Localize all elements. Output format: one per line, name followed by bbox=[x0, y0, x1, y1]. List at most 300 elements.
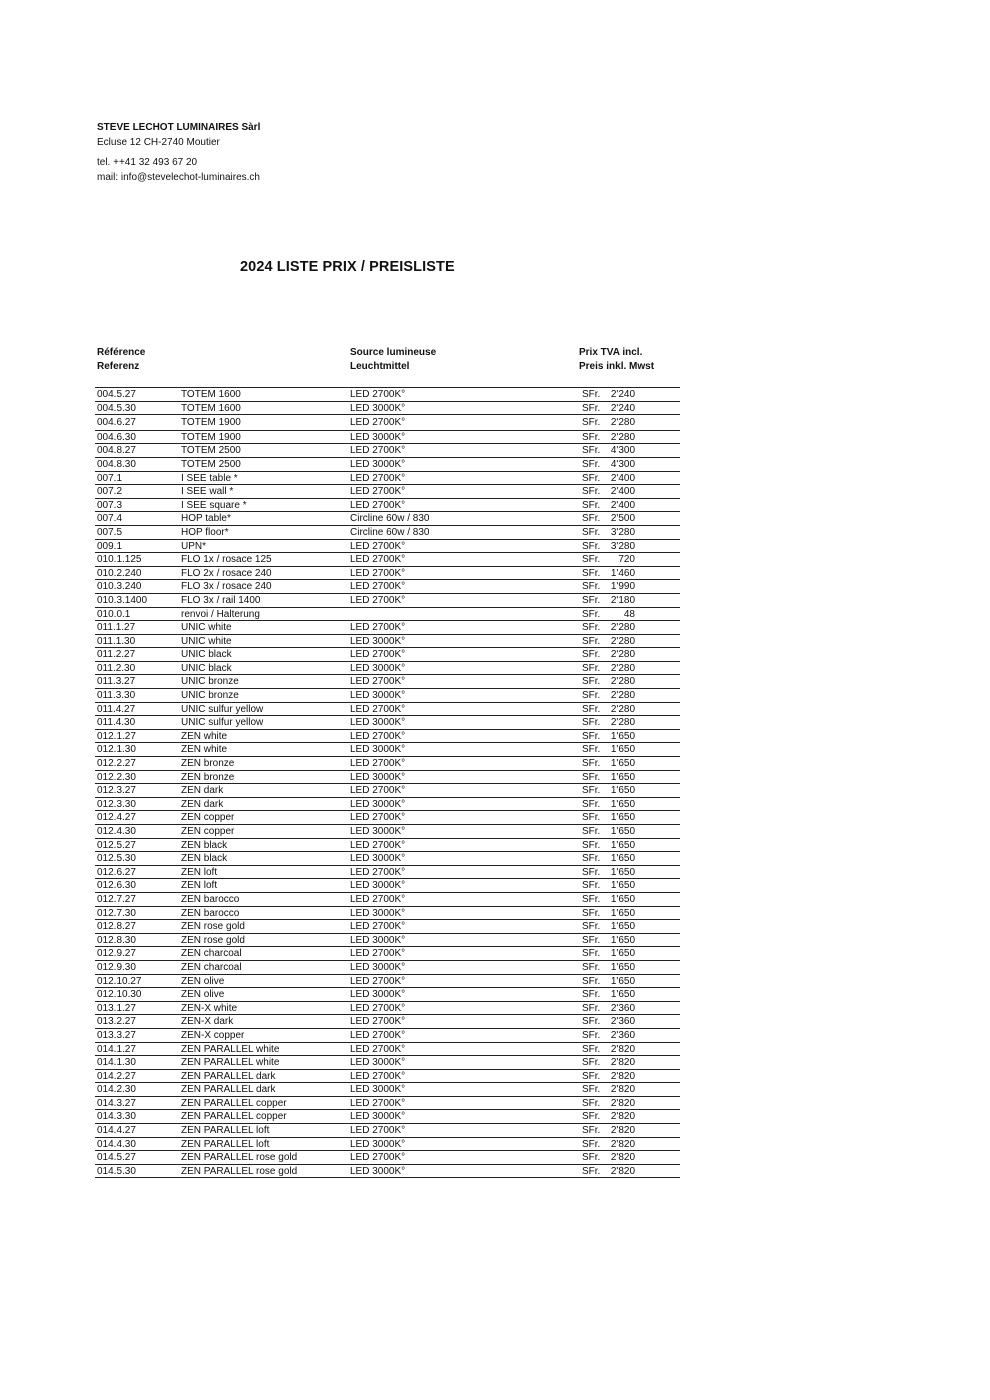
cell-price: 2'820 bbox=[610, 1138, 635, 1150]
cell-price: 2'360 bbox=[610, 1016, 635, 1028]
table-row bbox=[95, 825, 680, 839]
cell-light-source: LED 2700K° bbox=[350, 445, 406, 457]
cell-currency: SFr. bbox=[582, 1165, 601, 1177]
cell-currency: SFr. bbox=[582, 948, 601, 960]
cell-product-name: TOTEM 2500 bbox=[181, 445, 241, 457]
cell-reference: 014.1.27 bbox=[97, 1043, 136, 1055]
header-source bbox=[350, 346, 436, 374]
cell-price: 4'300 bbox=[610, 445, 635, 457]
cell-light-source: LED 3000K° bbox=[350, 1111, 406, 1123]
cell-reference: 012.6.30 bbox=[97, 880, 136, 892]
table-header bbox=[97, 346, 681, 376]
cell-light-source: LED 3000K° bbox=[350, 458, 406, 470]
cell-light-source: LED 3000K° bbox=[350, 989, 406, 1001]
cell-reference: 004.6.27 bbox=[97, 417, 136, 429]
cell-reference: 012.9.27 bbox=[97, 948, 136, 960]
cell-reference: 012.8.27 bbox=[97, 921, 136, 933]
table-row bbox=[95, 635, 680, 649]
cell-currency: SFr. bbox=[582, 989, 601, 1001]
cell-product-name: ZEN bronze bbox=[181, 758, 235, 770]
table-row bbox=[95, 703, 680, 717]
cell-price: 1'650 bbox=[610, 853, 635, 865]
cell-reference: 010.1.125 bbox=[97, 554, 142, 566]
cell-price: 1'650 bbox=[610, 812, 635, 824]
cell-price: 2'360 bbox=[610, 1029, 635, 1041]
cell-reference: 014.1.30 bbox=[97, 1057, 136, 1069]
cell-currency: SFr. bbox=[582, 934, 601, 946]
table-row bbox=[95, 1097, 680, 1111]
cell-currency: SFr. bbox=[582, 1111, 601, 1123]
cell-currency: SFr. bbox=[582, 622, 601, 634]
cell-reference: 012.3.27 bbox=[97, 785, 136, 797]
cell-light-source: LED 3000K° bbox=[350, 690, 406, 702]
cell-price: 2'280 bbox=[610, 417, 635, 429]
cell-currency: SFr. bbox=[582, 826, 601, 837]
header-reference bbox=[97, 346, 145, 374]
cell-price: 2'500 bbox=[610, 513, 635, 525]
cell-currency: SFr. bbox=[582, 513, 601, 525]
cell-light-source: LED 3000K° bbox=[350, 907, 406, 919]
cell-price: 1'650 bbox=[610, 948, 635, 960]
cell-product-name: UNIC sulfur yellow bbox=[181, 703, 264, 715]
cell-light-source: LED 2700K° bbox=[350, 866, 406, 878]
cell-product-name: ZEN rose gold bbox=[181, 921, 245, 933]
cell-currency: SFr. bbox=[582, 771, 601, 783]
cell-product-name: ZEN charcoal bbox=[181, 961, 242, 973]
table-row bbox=[95, 1151, 680, 1165]
cell-reference: 011.3.27 bbox=[97, 676, 136, 688]
cell-product-name: ZEN loft bbox=[181, 880, 218, 892]
cell-light-source: LED 2700K° bbox=[350, 1029, 406, 1041]
cell-currency: SFr. bbox=[582, 1002, 601, 1014]
cell-price: 2'280 bbox=[610, 662, 635, 674]
cell-product-name: ZEN olive bbox=[181, 989, 225, 1001]
cell-price: 2'280 bbox=[610, 635, 635, 647]
cell-currency: SFr. bbox=[582, 853, 601, 865]
cell-price: 2'820 bbox=[610, 1084, 635, 1096]
table-row bbox=[95, 594, 680, 608]
cell-currency: SFr. bbox=[582, 1029, 601, 1041]
table-row bbox=[95, 580, 680, 594]
cell-currency: SFr. bbox=[582, 458, 601, 470]
header-price bbox=[579, 346, 654, 374]
cell-currency: SFr. bbox=[582, 1016, 601, 1028]
cell-reference: 011.2.27 bbox=[97, 649, 136, 661]
cell-price: 2'400 bbox=[610, 499, 635, 511]
table-row bbox=[95, 540, 680, 554]
cell-price: 2'820 bbox=[610, 1152, 635, 1164]
cell-reference: 004.8.27 bbox=[97, 445, 136, 457]
cell-light-source: LED 2700K° bbox=[350, 554, 406, 566]
table-row bbox=[95, 961, 680, 975]
cell-light-source: LED 2700K° bbox=[350, 812, 406, 824]
cell-price: 1'650 bbox=[610, 758, 635, 770]
table-row bbox=[95, 1029, 680, 1043]
cell-price: 2'280 bbox=[610, 690, 635, 702]
cell-light-source: LED 3000K° bbox=[350, 826, 406, 837]
table-row bbox=[95, 472, 680, 486]
page-title: 2024 LISTE PRIX / PREISLISTE bbox=[240, 259, 455, 275]
cell-light-source: LED 2700K° bbox=[350, 948, 406, 960]
table-row bbox=[95, 1015, 680, 1029]
cell-price: 720 bbox=[618, 554, 635, 566]
cell-light-source: LED 3000K° bbox=[350, 635, 406, 647]
cell-product-name: ZEN charcoal bbox=[181, 948, 242, 960]
cell-currency: SFr. bbox=[582, 703, 601, 715]
cell-currency: SFr. bbox=[582, 417, 601, 429]
cell-currency: SFr. bbox=[582, 880, 601, 892]
cell-light-source: LED 3000K° bbox=[350, 961, 406, 973]
cell-light-source: LED 2700K° bbox=[350, 649, 406, 661]
table-row bbox=[95, 1002, 680, 1016]
cell-product-name: ZEN PARALLEL dark bbox=[181, 1084, 276, 1096]
cell-currency: SFr. bbox=[582, 758, 601, 770]
cell-price: 1'990 bbox=[610, 581, 635, 593]
cell-price: 2'280 bbox=[610, 622, 635, 634]
cell-reference: 012.8.30 bbox=[97, 934, 136, 946]
cell-product-name: ZEN black bbox=[181, 853, 228, 865]
cell-light-source: LED 2700K° bbox=[350, 703, 406, 715]
cell-light-source: LED 2700K° bbox=[350, 1152, 406, 1164]
header-source-de: Leuchtmittel bbox=[350, 361, 410, 372]
table-row bbox=[95, 675, 680, 689]
cell-price: 1'650 bbox=[610, 880, 635, 892]
cell-product-name: I SEE square * bbox=[181, 499, 247, 511]
cell-product-name: FLO 3x / rail 1400 bbox=[181, 594, 261, 606]
cell-light-source: LED 2700K° bbox=[350, 594, 406, 606]
cell-currency: SFr. bbox=[582, 1125, 601, 1137]
cell-light-source: LED 2700K° bbox=[350, 758, 406, 770]
cell-price: 2'820 bbox=[610, 1165, 635, 1177]
cell-currency: SFr. bbox=[582, 431, 601, 443]
cell-reference: 011.1.27 bbox=[97, 622, 136, 634]
cell-reference: 012.3.30 bbox=[97, 798, 136, 810]
cell-product-name: ZEN-X copper bbox=[181, 1029, 245, 1041]
cell-reference: 011.2.30 bbox=[97, 662, 136, 674]
cell-light-source: LED 3000K° bbox=[350, 717, 406, 729]
cell-price: 2'280 bbox=[610, 717, 635, 729]
table-row bbox=[95, 893, 680, 907]
cell-currency: SFr. bbox=[582, 1084, 601, 1096]
cell-product-name: ZEN bronze bbox=[181, 771, 235, 783]
table-row bbox=[95, 608, 680, 622]
cell-light-source: LED 2700K° bbox=[350, 1097, 406, 1109]
cell-price: 2'240 bbox=[610, 389, 635, 400]
cell-reference: 013.3.27 bbox=[97, 1029, 136, 1041]
company-name: STEVE LECHOT LUMINAIRES Sàrl bbox=[97, 122, 261, 133]
cell-currency: SFr. bbox=[582, 812, 601, 824]
table-row bbox=[95, 402, 680, 416]
table-row bbox=[95, 553, 680, 567]
cell-product-name: UNIC bronze bbox=[181, 690, 239, 702]
cell-price: 1'650 bbox=[610, 730, 635, 742]
cell-product-name: ZEN copper bbox=[181, 826, 235, 837]
cell-reference: 004.6.30 bbox=[97, 431, 136, 443]
cell-price: 1'650 bbox=[610, 934, 635, 946]
cell-price: 2'240 bbox=[610, 402, 635, 414]
table-row bbox=[95, 757, 680, 771]
cell-light-source: LED 3000K° bbox=[350, 934, 406, 946]
cell-reference: 010.3.240 bbox=[97, 581, 142, 593]
cell-product-name: HOP floor* bbox=[181, 526, 229, 538]
cell-reference: 014.4.30 bbox=[97, 1138, 136, 1150]
table-row bbox=[95, 716, 680, 730]
cell-currency: SFr. bbox=[582, 839, 601, 851]
cell-reference: 012.2.27 bbox=[97, 758, 136, 770]
cell-currency: SFr. bbox=[582, 540, 601, 552]
company-phone: tel. ++41 32 493 67 20 bbox=[97, 157, 198, 168]
cell-product-name: HOP table* bbox=[181, 513, 231, 525]
table-row bbox=[95, 839, 680, 853]
cell-light-source: LED 3000K° bbox=[350, 431, 406, 443]
cell-product-name: UNIC black bbox=[181, 649, 232, 661]
cell-product-name: TOTEM 1600 bbox=[181, 402, 241, 414]
cell-reference: 010.2.240 bbox=[97, 567, 142, 579]
cell-light-source: LED 2700K° bbox=[350, 893, 406, 905]
cell-currency: SFr. bbox=[582, 662, 601, 674]
table-row bbox=[95, 784, 680, 798]
cell-price: 1'650 bbox=[610, 866, 635, 878]
cell-reference: 009.1 bbox=[97, 540, 123, 552]
cell-price: 2'180 bbox=[610, 594, 635, 606]
table-row bbox=[95, 1110, 680, 1124]
cell-light-source: LED 3000K° bbox=[350, 662, 406, 674]
cell-price: 2'360 bbox=[610, 1002, 635, 1014]
cell-reference: 007.2 bbox=[97, 486, 123, 498]
cell-light-source: LED 2700K° bbox=[350, 486, 406, 498]
company-email: mail: info@stevelechot-luminaires.ch bbox=[97, 172, 260, 183]
cell-light-source: LED 2700K° bbox=[350, 622, 406, 634]
cell-product-name: UNIC sulfur yellow bbox=[181, 717, 264, 729]
cell-product-name: TOTEM 1900 bbox=[181, 417, 241, 429]
cell-reference: 012.1.27 bbox=[97, 730, 136, 742]
table-row bbox=[95, 811, 680, 825]
cell-reference: 007.3 bbox=[97, 499, 123, 511]
cell-reference: 012.1.30 bbox=[97, 744, 136, 756]
cell-product-name: ZEN loft bbox=[181, 866, 218, 878]
cell-reference: 014.5.30 bbox=[97, 1165, 136, 1177]
header-price-de: Preis inkl. Mwst bbox=[579, 361, 655, 372]
cell-reference: 014.2.30 bbox=[97, 1084, 136, 1096]
table-row bbox=[95, 947, 680, 961]
cell-light-source: LED 3000K° bbox=[350, 1165, 406, 1177]
cell-price: 1'650 bbox=[610, 771, 635, 783]
cell-light-source: LED 3000K° bbox=[350, 798, 406, 810]
cell-currency: SFr. bbox=[582, 785, 601, 797]
cell-currency: SFr. bbox=[582, 1138, 601, 1150]
table-row bbox=[95, 1056, 680, 1070]
cell-currency: SFr. bbox=[582, 907, 601, 919]
cell-light-source: LED 2700K° bbox=[350, 1070, 406, 1082]
cell-currency: SFr. bbox=[582, 921, 601, 933]
company-address: Ecluse 12 CH-2740 Moutier bbox=[97, 137, 220, 148]
cell-price: 1'650 bbox=[610, 989, 635, 1001]
cell-light-source: LED 3000K° bbox=[350, 1084, 406, 1096]
cell-product-name: ZEN rose gold bbox=[181, 934, 245, 946]
cell-price: 2'280 bbox=[610, 431, 635, 443]
table-row bbox=[95, 771, 680, 785]
cell-product-name: ZEN PARALLEL loft bbox=[181, 1138, 270, 1150]
cell-price: 4'300 bbox=[610, 458, 635, 470]
cell-price: 1'650 bbox=[610, 785, 635, 797]
cell-currency: SFr. bbox=[582, 635, 601, 647]
table-row bbox=[95, 458, 680, 472]
cell-light-source: LED 2700K° bbox=[350, 730, 406, 742]
table-row bbox=[95, 1138, 680, 1152]
cell-reference: 012.10.30 bbox=[97, 989, 142, 1001]
table-row bbox=[95, 648, 680, 662]
cell-product-name: FLO 2x / rosace 240 bbox=[181, 567, 272, 579]
cell-reference: 012.4.30 bbox=[97, 826, 136, 837]
cell-reference: 014.5.27 bbox=[97, 1152, 136, 1164]
cell-product-name: ZEN PARALLEL dark bbox=[181, 1070, 276, 1082]
table-row bbox=[95, 526, 680, 540]
price-table bbox=[95, 388, 680, 1178]
cell-product-name: UNIC white bbox=[181, 622, 232, 634]
cell-reference: 012.10.27 bbox=[97, 975, 142, 987]
table-row bbox=[95, 866, 680, 880]
cell-price: 2'280 bbox=[610, 676, 635, 688]
table-row bbox=[95, 499, 680, 513]
cell-currency: SFr. bbox=[582, 975, 601, 987]
cell-currency: SFr. bbox=[582, 581, 601, 593]
cell-currency: SFr. bbox=[582, 608, 601, 620]
cell-product-name: ZEN PARALLEL copper bbox=[181, 1111, 287, 1123]
cell-reference: 014.3.30 bbox=[97, 1111, 136, 1123]
cell-currency: SFr. bbox=[582, 472, 601, 484]
cell-reference: 004.5.30 bbox=[97, 402, 136, 414]
header-price-fr: Prix TVA incl. bbox=[579, 347, 643, 358]
cell-currency: SFr. bbox=[582, 893, 601, 905]
cell-light-source: LED 2700K° bbox=[350, 1016, 406, 1028]
cell-light-source: LED 3000K° bbox=[350, 1057, 406, 1069]
cell-light-source: LED 2700K° bbox=[350, 785, 406, 797]
table-row bbox=[95, 485, 680, 499]
cell-reference: 013.2.27 bbox=[97, 1016, 136, 1028]
cell-price: 1'650 bbox=[610, 907, 635, 919]
cell-light-source: LED 2700K° bbox=[350, 1043, 406, 1055]
cell-product-name: ZEN PARALLEL white bbox=[181, 1043, 280, 1055]
cell-currency: SFr. bbox=[582, 389, 601, 400]
cell-light-source: LED 2700K° bbox=[350, 540, 406, 552]
cell-price: 1'650 bbox=[610, 961, 635, 973]
table-row bbox=[95, 1070, 680, 1084]
cell-currency: SFr. bbox=[582, 486, 601, 498]
table-row bbox=[95, 920, 680, 934]
table-row bbox=[95, 934, 680, 948]
table-row bbox=[95, 444, 680, 458]
table-row bbox=[95, 743, 680, 757]
cell-currency: SFr. bbox=[582, 961, 601, 973]
cell-price: 3'280 bbox=[610, 526, 635, 538]
cell-reference: 004.5.27 bbox=[97, 389, 136, 400]
cell-product-name: ZEN black bbox=[181, 839, 228, 851]
cell-product-name: I SEE table * bbox=[181, 472, 238, 484]
table-row bbox=[95, 1083, 680, 1097]
cell-currency: SFr. bbox=[582, 445, 601, 457]
cell-reference: 012.6.27 bbox=[97, 866, 136, 878]
cell-product-name: ZEN PARALLEL rose gold bbox=[181, 1152, 298, 1164]
cell-price: 1'650 bbox=[610, 893, 635, 905]
cell-currency: SFr. bbox=[582, 717, 601, 729]
cell-product-name: TOTEM 1600 bbox=[181, 389, 241, 400]
cell-currency: SFr. bbox=[582, 1097, 601, 1109]
cell-light-source: LED 2700K° bbox=[350, 499, 406, 511]
header-reference-de: Referenz bbox=[97, 361, 140, 372]
cell-currency: SFr. bbox=[582, 676, 601, 688]
cell-product-name: ZEN white bbox=[181, 744, 228, 756]
cell-price: 1'650 bbox=[610, 826, 635, 837]
cell-price: 2'820 bbox=[610, 1057, 635, 1069]
cell-currency: SFr. bbox=[582, 730, 601, 742]
cell-price: 2'820 bbox=[610, 1097, 635, 1109]
cell-price: 48 bbox=[623, 608, 635, 620]
cell-light-source: LED 3000K° bbox=[350, 744, 406, 756]
cell-currency: SFr. bbox=[582, 1070, 601, 1082]
table-row bbox=[95, 907, 680, 921]
cell-currency: SFr. bbox=[582, 1043, 601, 1055]
cell-price: 2'820 bbox=[610, 1070, 635, 1082]
cell-price: 2'400 bbox=[610, 472, 635, 484]
cell-currency: SFr. bbox=[582, 1152, 601, 1164]
cell-reference: 004.8.30 bbox=[97, 458, 136, 470]
cell-product-name: FLO 3x / rosace 240 bbox=[181, 581, 272, 593]
cell-currency: SFr. bbox=[582, 554, 601, 566]
cell-light-source: LED 2700K° bbox=[350, 839, 406, 851]
cell-currency: SFr. bbox=[582, 402, 601, 414]
table-row bbox=[95, 798, 680, 812]
cell-light-source: LED 2700K° bbox=[350, 975, 406, 987]
table-row bbox=[95, 852, 680, 866]
cell-product-name: ZEN-X dark bbox=[181, 1016, 234, 1028]
header-source-fr: Source lumineuse bbox=[350, 347, 437, 358]
cell-reference: 012.9.30 bbox=[97, 961, 136, 973]
cell-price: 2'820 bbox=[610, 1125, 635, 1137]
cell-light-source: LED 3000K° bbox=[350, 1138, 406, 1150]
table-row bbox=[95, 1124, 680, 1138]
table-row bbox=[95, 1043, 680, 1057]
cell-currency: SFr. bbox=[582, 594, 601, 606]
cell-light-source: LED 2700K° bbox=[350, 472, 406, 484]
cell-product-name: renvoi / Halterung bbox=[181, 608, 260, 620]
cell-light-source: LED 2700K° bbox=[350, 567, 406, 579]
cell-price: 2'400 bbox=[610, 486, 635, 498]
cell-reference: 011.4.30 bbox=[97, 717, 136, 729]
cell-price: 2'280 bbox=[610, 703, 635, 715]
table-row bbox=[95, 730, 680, 744]
cell-product-name: UNIC bronze bbox=[181, 676, 239, 688]
table-row bbox=[95, 879, 680, 893]
cell-currency: SFr. bbox=[582, 526, 601, 538]
cell-reference: 010.3.1400 bbox=[97, 594, 148, 606]
cell-product-name: UNIC white bbox=[181, 635, 232, 647]
cell-price: 1'650 bbox=[610, 744, 635, 756]
table-row bbox=[95, 388, 680, 402]
cell-light-source: LED 2700K° bbox=[350, 417, 406, 429]
cell-product-name: ZEN PARALLEL rose gold bbox=[181, 1165, 298, 1177]
cell-product-name: FLO 1x / rosace 125 bbox=[181, 554, 272, 566]
cell-light-source: LED 2700K° bbox=[350, 921, 406, 933]
cell-reference: 007.1 bbox=[97, 472, 123, 484]
table-row bbox=[95, 621, 680, 635]
cell-reference: 011.1.30 bbox=[97, 635, 136, 647]
cell-price: 1'650 bbox=[610, 975, 635, 987]
cell-reference: 012.4.27 bbox=[97, 812, 136, 824]
cell-light-source: LED 2700K° bbox=[350, 581, 406, 593]
cell-light-source: Circline 60w / 830 bbox=[350, 526, 430, 538]
cell-product-name: ZEN barocco bbox=[181, 893, 240, 905]
cell-reference: 014.2.27 bbox=[97, 1070, 136, 1082]
